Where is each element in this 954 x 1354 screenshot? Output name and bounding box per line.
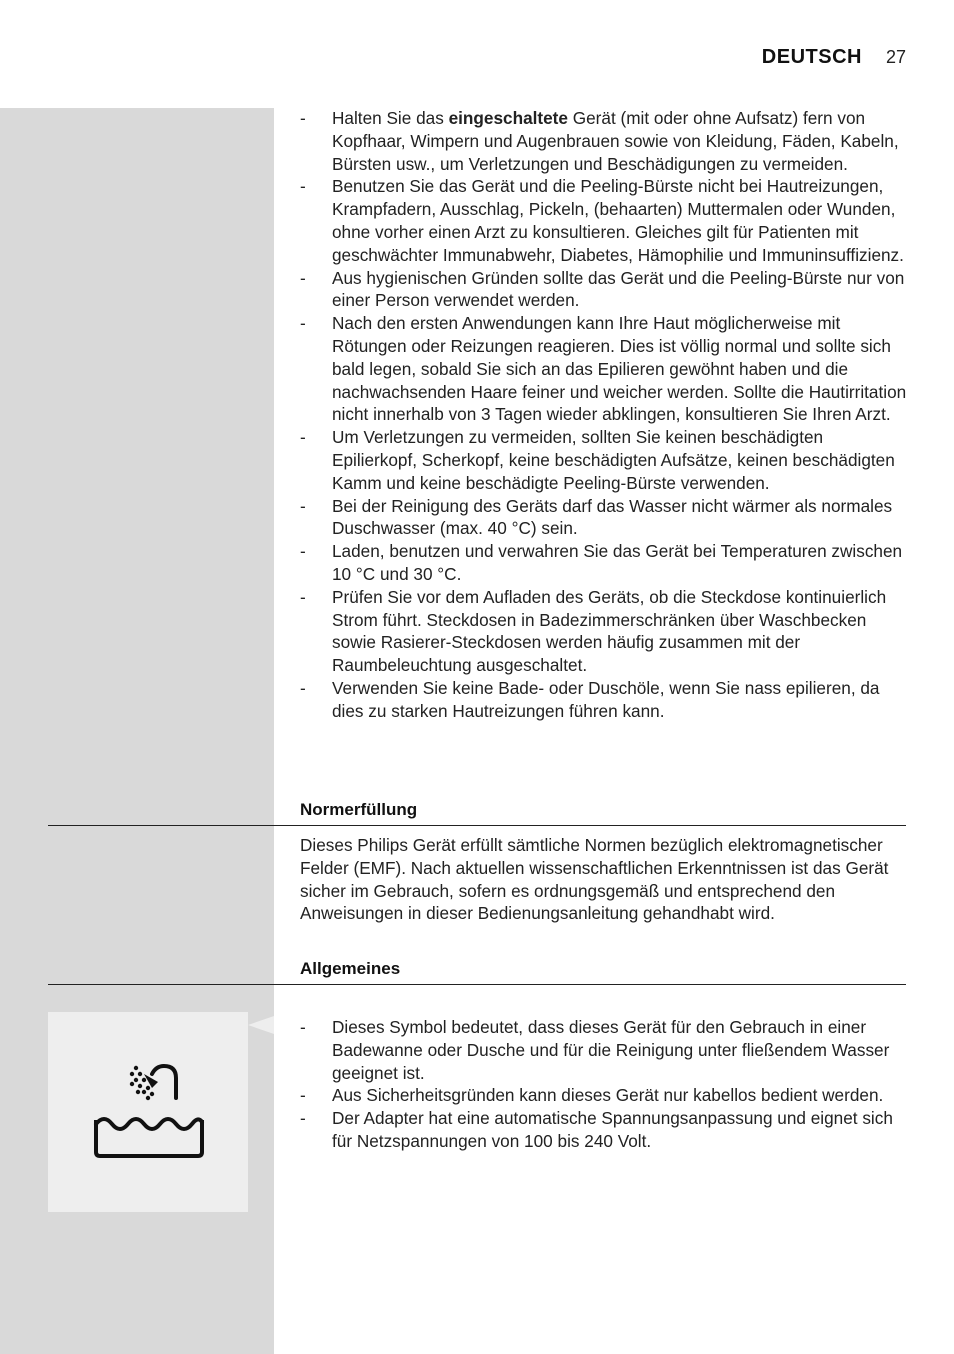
- list-item: - Aus Sicherheitsgründen kann dieses Gerät nur kabellos bedient werden.: [300, 1084, 908, 1107]
- list-item: - Prüfen Sie vor dem Aufladen des Geräts, ob die Steckdose kontinuierlich Strom führt. Steckdosen in Badezimmerschränken über Waschbecken sowie Rasierer-Steckdosen werden häufig zusammen mit der Raumbeleuchtung ausgeschaltet.: [300, 586, 908, 677]
- symbol-panel: [48, 1012, 248, 1212]
- list-item: - Bei der Reinigung des Geräts darf das Wasser nicht wärmer als normales Duschwasser (max. 40 °C) sein.: [300, 495, 908, 541]
- list-item: - Nach den ersten Anwendungen kann Ihre Haut möglicherweise mit Rötungen oder Reizungen reagieren. Dies ist völlig normal und sollte sich bald legen, sobald Sie sich an das Epilieren gewöhnt haben und die nachwachsenden Haare feiner und weicher werden. Sollte die Hautirritation nicht innerhalb von 3 Tagen wieder abklingen, konsultieren Sie Ihren Arzt.: [300, 312, 908, 426]
- shower-bathtub-icon: [48, 1012, 248, 1212]
- list-item: - Der Adapter hat eine automatische Spannungsanpassung und eignet sich für Netzspannungen von 100 bis 240 Volt.: [300, 1107, 908, 1153]
- list-item: - Um Verletzungen zu vermeiden, sollten Sie keinen beschädigten Epilierkopf, Scherkopf, keine beschädigten Aufsätze, keinen beschädigten Kamm und keine beschädigte Peeling-Bürste verwenden.: [300, 426, 908, 494]
- list-item: - Benutzen Sie das Gerät und die Peeling-Bürste nicht bei Hautreizungen, Krampfadern, Ausschlag, Pickeln, (behaarten) Muttermalen oder Wunden, ohne vorher einen Arzt zu konsultieren. Gleiches gilt für Patienten mit geschwächter Immunabwehr, Diabetes, Hämophilie und Immuninsuffizienz.: [300, 175, 908, 266]
- page-header: [762, 46, 906, 69]
- section-heading-norm: Normerfüllung: [300, 800, 418, 819]
- norm-paragraph: Dieses Philips Gerät erfüllt sämtliche Normen bezüglich elektromagnetischer Felder (EMF). Nach aktuellen wissenschaftlichen Erkenntnissen ist das Gerät sicher im Gebrauch, sofern es ordnungsgemäß und entsprechend den Anweisungen in dieser Bedienungsanleitung gehandhabt wird.: [300, 835, 889, 924]
- general-list-block: [300, 1016, 908, 1153]
- list-item: - Verwenden Sie keine Bade- oder Duschöle, wenn Sie nass epilieren, da dies zu starken Hautreizungen führen kann.: [300, 677, 908, 723]
- list-item: - Halten Sie das eingeschaltete Gerät (mit oder ohne Aufsatz) fern von Kopfhaar, Wimpern und Augenbrauen sowie von Kleidung, Fäden, Kabeln, Bürsten usw., um Verletzungen und Beschädigungen zu vermeiden.: [300, 107, 908, 175]
- section-divider: [48, 984, 906, 985]
- language-label: DEUTSCH: [761, 46, 862, 68]
- emphasis-text: eingeschaltete: [448, 108, 568, 128]
- list-item: - Aus hygienischen Gründen sollte das Gerät und die Peeling-Bürste nur von einer Person verwendet werden.: [300, 267, 908, 313]
- section-divider: [48, 825, 906, 826]
- safety-list-block: [300, 107, 908, 723]
- page-number: 27: [885, 47, 906, 67]
- list-item: - Dieses Symbol bedeutet, dass dieses Gerät für den Gebrauch in einer Badewanne oder Dusche und für die Reinigung unter fließendem Wasser geeignet ist.: [300, 1016, 908, 1084]
- list-item: - Laden, benutzen und verwahren Sie das Gerät bei Temperaturen zwischen 10 °C und 30 °C.: [300, 540, 908, 586]
- section-heading-general: Allgemeines: [300, 959, 401, 978]
- general-list: [300, 1016, 908, 1153]
- safety-list: [300, 107, 908, 723]
- callout-pointer: [248, 1016, 274, 1034]
